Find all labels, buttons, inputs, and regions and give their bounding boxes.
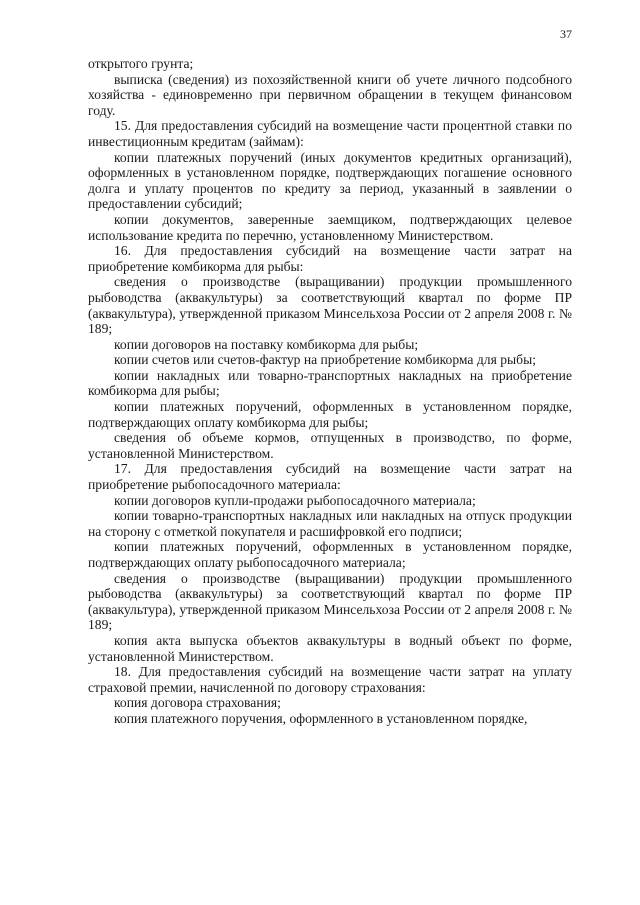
document-body xyxy=(88,56,572,727)
paragraph: открытого грунта; xyxy=(88,56,194,71)
paragraph: копии счетов или счетов-фактур на приобретение комбикорма для рыбы; xyxy=(114,352,536,368)
paragraph: сведения об объеме кормов, отпущенных в производство, по форме, установленной Министерством. xyxy=(88,430,572,461)
paragraph: копия договора страхования; xyxy=(114,695,281,711)
paragraph: копия платежного поручения, оформленного в установленном порядке, xyxy=(114,710,528,726)
paragraph: копии договоров купли-продажи рыбопосадочного материала; xyxy=(114,492,476,508)
paragraph: 17. Для предоставления субсидий на возмещение части затрат на приобретение рыбопосадочного материала: xyxy=(88,461,572,493)
paragraph: сведения о производстве (выращивании) продукции промышленного рыбоводства (аквакультуры) за соответствующий квартал по форме ПР (аквакультура), утвержденной приказом Минсельхоза России от 2 апреля 2008 г. № 189; xyxy=(88,274,572,337)
paragraph: выписка (сведения) из похозяйственной книги об учете личного подсобного хозяйства - единовременно при первичном обращении в текущем финансовом году. xyxy=(88,71,572,118)
paragraph: копии накладных или товарно-транспортных накладных на приобретение комбикорма для рыбы; xyxy=(88,367,572,399)
paragraph: сведения о производстве (выращивании) продукции промышленного рыбоводства (аквакультуры) за соответствующий квартал по форме ПР (аквакультура), утвержденной приказом Минсельхоза России от 2 апреля 2008 г. № 189; xyxy=(88,570,572,633)
paragraph: копии платежных поручений (иных документов кредитных организаций), оформленных в установленном порядке, подтверждающих погашение основного долга и уплату процентов по кредиту за период, указанный в заявлении о предоставлении субсидий; xyxy=(88,149,572,212)
paragraph: копии платежных поручений, оформленных в установленном порядке, подтверждающих оплату комбикорма для рыбы; xyxy=(88,399,572,430)
paragraph: копии платежных поручений, оформленных в установленном порядке, подтверждающих оплату рыбопосадочного материала; xyxy=(88,539,572,570)
paragraph: 18. Для предоставления субсидий на возмещение части затрат на уплату страховой премии, начисленной по договору страхования: xyxy=(88,664,572,695)
paragraph: копии документов, заверенные заемщиком, подтверждающих целевое использование кредита по перечню, установленному Министерством. xyxy=(88,211,572,243)
paragraph: 15. Для предоставления субсидий на возмещение части процентной ставки по инвестиционным кредитам (займам): xyxy=(88,118,572,149)
paragraph: копии договоров на поставку комбикорма для рыбы; xyxy=(114,336,419,352)
paragraph: 16. Для предоставления субсидий на возмещение части затрат на приобретение комбикорма для рыбы: xyxy=(88,243,572,274)
page-number: 37 xyxy=(560,27,572,41)
paragraph: копия акта выпуска объектов аквакультуры в водный объект по форме, установленной Министерством. xyxy=(88,632,572,664)
paragraph: копии товарно-транспортных накладных или накладных на отпуск продукции на сторону с отметкой покупателя и расшифровкой его подписи; xyxy=(88,508,572,539)
